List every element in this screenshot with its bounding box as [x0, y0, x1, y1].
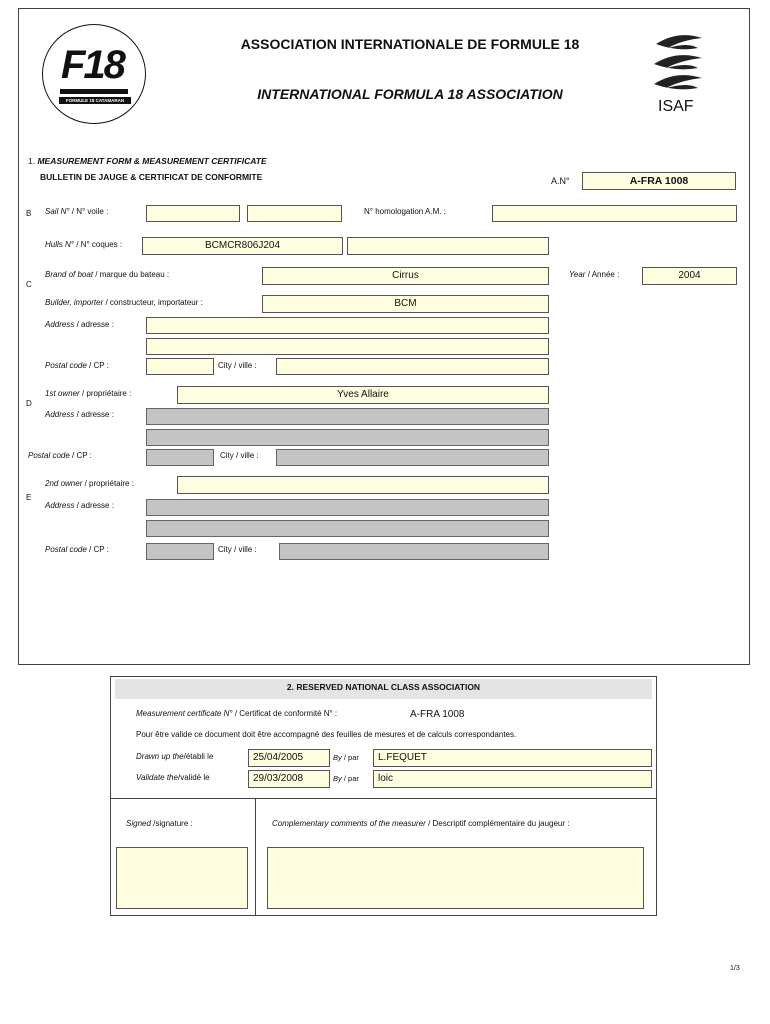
validate-date-field[interactable]: 29/03/2008	[248, 770, 330, 788]
owner2-address-label: Address / adresse :	[45, 501, 114, 510]
owner2-city-label: City / ville :	[218, 545, 257, 554]
section2-divider-v	[255, 798, 256, 916]
hulls-label: Hulls N° / N° coques :	[45, 240, 123, 249]
city-field[interactable]	[276, 358, 549, 375]
owner2-city-field[interactable]	[279, 543, 549, 560]
comments-label: Complementary comments of the measurer / Descriptif complémentaire du jaugeur :	[272, 819, 570, 828]
owner2-label: 2nd owner / propriétaire :	[45, 479, 134, 488]
logo-main-text: F18	[61, 43, 124, 87]
owner1-address-field-2[interactable]	[146, 429, 549, 446]
builder-field[interactable]: BCM	[262, 295, 549, 313]
an-value-field[interactable]: A-FRA 1008	[582, 172, 736, 190]
f18-logo	[42, 24, 146, 124]
owner1-field[interactable]: Yves Allaire	[177, 386, 549, 404]
owner1-address-label: Address / adresse :	[45, 410, 114, 419]
sail-number-field-1[interactable]	[146, 205, 240, 222]
homologation-label: N° homologation A.M. :	[364, 207, 446, 216]
postal-label: Postal code / CP :	[45, 361, 109, 370]
isaf-swirl-icon	[648, 30, 708, 100]
owner2-field[interactable]	[177, 476, 549, 494]
address-label: Address / adresse :	[45, 320, 114, 329]
drawn-by-field[interactable]: L.FEQUET	[373, 749, 652, 767]
signed-label: Signed /signature :	[126, 819, 193, 828]
drawn-up-label: Drawn up the/établi le	[136, 752, 214, 761]
owner1-address-field-1[interactable]	[146, 408, 549, 425]
section-b-letter: B	[26, 209, 32, 218]
validate-label: Validate the/validé le	[136, 773, 210, 782]
title-en: INTERNATIONAL FORMULA 18 ASSOCIATION	[257, 86, 563, 102]
isaf-logo	[648, 30, 708, 120]
sail-label: Sail N° / N° voile :	[45, 207, 109, 216]
owner2-postal-field[interactable]	[146, 543, 214, 560]
year-field[interactable]: 2004	[642, 267, 737, 285]
section-d-letter: D	[26, 399, 32, 408]
section-e-letter: E	[26, 493, 32, 502]
drawn-up-date-field[interactable]: 25/04/2005	[248, 749, 330, 767]
owner2-address-field-2[interactable]	[146, 520, 549, 537]
address-field-1[interactable]	[146, 317, 549, 334]
owner1-city-label: City / ville :	[220, 451, 259, 460]
section2-divider-h	[110, 798, 657, 799]
comments-box[interactable]	[267, 847, 644, 909]
validate-by-label: By / par	[333, 774, 359, 783]
section2-title: 2. RESERVED NATIONAL CLASS ASSOCIATION	[286, 682, 481, 692]
owner1-city-field[interactable]	[276, 449, 549, 466]
owner1-label: 1st owner / propriétaire :	[45, 389, 132, 398]
address-field-2[interactable]	[146, 338, 549, 355]
hulls-number-field-2[interactable]	[347, 237, 549, 255]
cert-number-label: Measurement certificate N° / Certificat de conformité N° :	[136, 709, 338, 718]
postal-code-field[interactable]	[146, 358, 214, 375]
owner2-address-field-1[interactable]	[146, 499, 549, 516]
sail-number-field-2[interactable]	[247, 205, 342, 222]
section1-subtitle: BULLETIN DE JAUGE & CERTIFICAT DE CONFORMITE	[40, 172, 263, 182]
logo-subtext: FORMULE 18 CATAMARAN	[59, 97, 131, 104]
an-label: A.N°	[551, 176, 570, 186]
homologation-field[interactable]	[492, 205, 737, 222]
validate-by-field[interactable]: loic	[373, 770, 652, 788]
signature-box[interactable]	[116, 847, 248, 909]
isaf-text: ISAF	[658, 98, 694, 115]
drawn-by-label: By / par	[333, 753, 359, 762]
owner1-postal-label: Postal code / CP :	[28, 451, 92, 460]
cert-number-value: A-FRA 1008	[410, 709, 465, 720]
hulls-number-field-1[interactable]: BCMCR806J204	[142, 237, 343, 255]
page-number: 1/3	[730, 965, 740, 972]
validity-note: Pour être valide ce document doit être accompagné des feuilles de mesures et de calculs correspondantes.	[136, 730, 517, 739]
owner2-postal-label: Postal code / CP :	[45, 545, 109, 554]
logo-underline	[60, 89, 128, 94]
brand-label: Brand of boat / marque du bateau :	[45, 270, 170, 279]
year-label: Year / Année :	[569, 270, 620, 279]
section1-title: 1. MEASUREMENT FORM & MEASUREMENT CERTIFICATE	[28, 156, 267, 166]
section-c-letter: C	[26, 280, 32, 289]
title-fr: ASSOCIATION INTERNATIONALE DE FORMULE 18	[240, 36, 580, 52]
brand-field[interactable]: Cirrus	[262, 267, 549, 285]
city-label: City / ville :	[218, 361, 257, 370]
builder-label: Builder, importer / constructeur, importateur :	[45, 298, 203, 307]
owner1-postal-field[interactable]	[146, 449, 214, 466]
